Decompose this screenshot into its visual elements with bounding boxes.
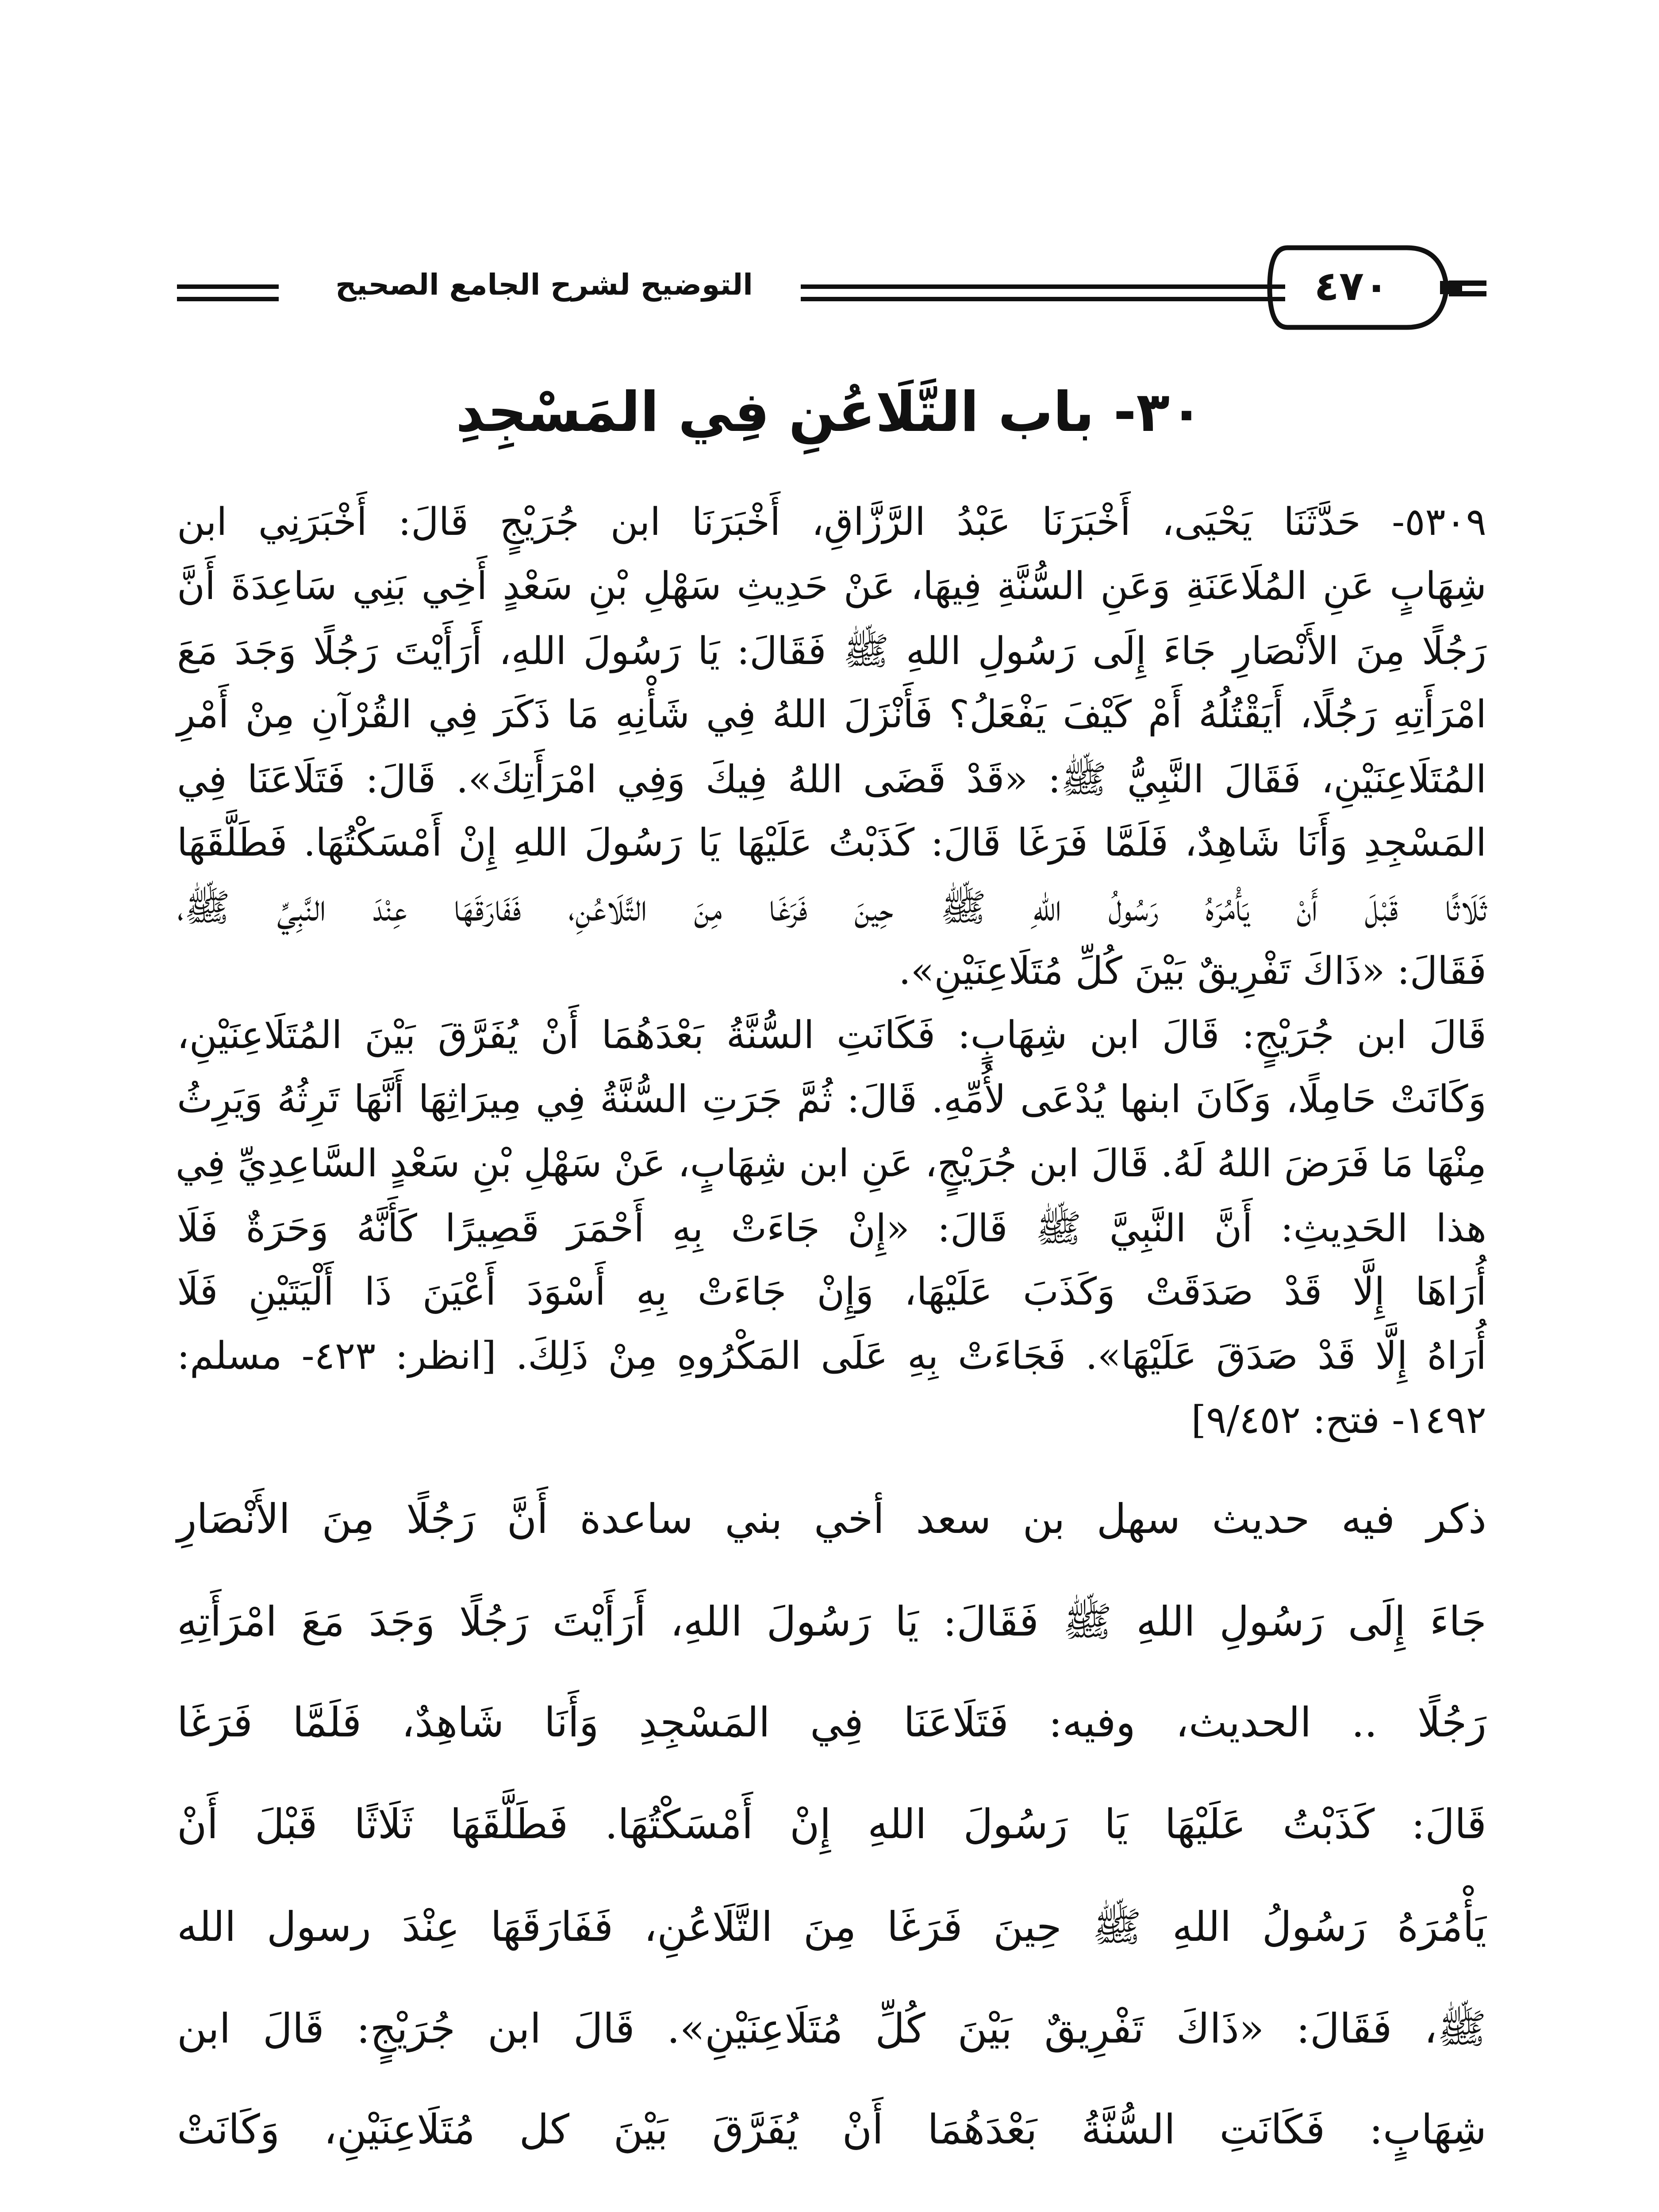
hadith-line: هذا الحَدِيثِ: أَنَّ النَّبِيَّ ﷺ قَالَ: «إِنْ جَاءَتْ بِهِ أَحْمَرَ قَصِيرًا كَأَنَّهُ وَحَرَةٌ فَلَا [177, 1206, 1486, 1251]
commentary-line: رَجُلًا .. الحديث، وفيه: فَتَلَاعَنَا فِي المَسْجِدِ وَأَنَا شَاهِدٌ، فَلَمَّا فَرَغَا [177, 1699, 1486, 1746]
commentary-line: شِهَابٍ: فَكَانَتِ السُّنَّةُ بَعْدَهُمَا أَنْ يُفَرَّقَ بَيْنَ كل مُتَلَاعِنَيْنِ، وَكَانَتْ [177, 2106, 1486, 2153]
hadith-line: رَجُلًا مِنَ الأَنْصَارِ جَاءَ إِلَى رَسُولِ اللهِ ﷺ فَقَالَ: يَا رَسُولَ اللهِ، أَرَأَيْتَ رَجُلًا وَجَدَ مَعَ [177, 629, 1486, 673]
hadith-line: ١٤٩٢- فتح: ٩/٤٥٢] [1191, 1398, 1486, 1442]
hadith-line: المُتَلَاعِنَيْنِ، فَقَالَ النَّبِيُّ ﷺ: «قَدْ قَضَى اللهُ فِيكَ وَفِي امْرَأَتِكَ». قَالَ: فَتَلَاعَنَا فِي [177, 757, 1486, 802]
running-header-title: التوضيح لشرح الجامع الصحيح [335, 268, 753, 302]
hadith-line: وَكَانَتْ حَامِلًا، وَكَانَ ابنها يُدْعَى لأُمِّهِ. قَالَ: ثُمَّ جَرَتِ السُّنَّةُ فِي مِيرَاثِهَا أَنَّهَا تَرِثُهُ وَيَرِثُ [177, 1077, 1486, 1121]
hadith-line: ثَلَاثًا قَبْلَ أَنْ يَأْمُرَهُ رَسُولُ اللهِ ﷺ حِينَ فَرَغَا مِنَ التَّلَاعُنِ، فَفَارَقَهَا عِنْدَ النَّبِيِّ ﷺ، [177, 886, 1486, 930]
page-number: ٤٧٠ [1314, 262, 1389, 310]
hadith-line: مِنْهَا مَا فَرَضَ اللهُ لَهُ. قَالَ ابن جُرَيْجٍ، عَنِ ابن شِهَابٍ، عَنْ سَهْلِ بْنِ سَعْدٍ السَّاعِدِيِّ فِي [175, 1141, 1486, 1186]
hadith-line: المَسْجِدِ وَأَنَا شَاهِدٌ، فَلَمَّا فَرَغَا قَالَ: كَذَبْتُ عَلَيْهَا يَا رَسُولَ اللهِ إِنْ أَمْسَكْتُهَا. فَطَلَّقَهَا [177, 821, 1486, 865]
hadith-line: شِهَابٍ عَنِ المُلَاعَنَةِ وَعَنِ السُّنَّةِ فِيهَا، عَنْ حَدِيثِ سَهْلِ بْنِ سَعْدٍ أَخِي بَنِي سَاعِدَةَ أَنَّ [177, 564, 1486, 608]
hadith-line: امْرَأَتِهِ رَجُلًا، أَيَقْتُلُهُ أَمْ كَيْفَ يَفْعَلُ؟ فَأَنْزَلَ اللهُ فِي شَأْنِهِ مَا ذَكَرَ فِي القُرْآنِ مِنْ أَمْرِ [177, 692, 1486, 737]
hadith-line: أُرَاهَا إِلَّا قَدْ صَدَقَتْ وَكَذَبَ عَلَيْهَا، وَإِنْ جَاءَتْ بِهِ أَسْوَدَ أَعْيَنَ ذَا أَلْيَتَيْنِ فَلَا [177, 1270, 1486, 1314]
commentary-line: جَاءَ إِلَى رَسُولِ اللهِ ﷺ فَقَالَ: يَا رَسُولَ اللهِ، أَرَأَيْتَ رَجُلًا وَجَدَ مَعَ امْرَأَتِهِ [177, 1598, 1486, 1645]
commentary-line: قَالَ: كَذَبْتُ عَلَيْهَا يَا رَسُولَ اللهِ إِنْ أَمْسَكْتُهَا. فَطَلَّقَهَا ثَلَاثًا قَبْلَ أَنْ [177, 1801, 1486, 1848]
chapter-heading: ٣٠- باب التَّلَاعُنِ فِي المَسْجِدِ [456, 380, 1203, 444]
hadith-line: ٥٣٠٩- حَدَّثَنَا يَحْيَى، أَخْبَرَنَا عَبْدُ الرَّزَّاقِ، أَخْبَرَنَا ابن جُرَيْجٍ قَالَ: أَخْبَرَنِي ابن [177, 500, 1486, 544]
hadith-line: قَالَ ابن جُرَيْجٍ: قَالَ ابن شِهَابٍ: فَكَانَتِ السُّنَّةُ بَعْدَهُمَا أَنْ يُفَرَّقَ بَيْنَ المُتَلَاعِنَيْنِ، [177, 1013, 1486, 1057]
hadith-line: أُرَاهُ إِلَّا قَدْ صَدَقَ عَلَيْهَا». فَجَاءَتْ بِهِ عَلَى المَكْرُوهِ مِنْ ذَلِكَ. [انظر: ٤٢٣- مسلم: [177, 1334, 1486, 1378]
commentary-line: ﷺ، فَقَالَ: «ذَاكَ تَفْرِيقٌ بَيْنَ كُلِّ مُتَلَاعِنَيْنِ». قَالَ ابن جُرَيْجٍ: قَالَ ابن [177, 2005, 1486, 2052]
commentary-line: ذكر فيه حديث سهل بن سعد أخي بني ساعدة أَنَّ رَجُلًا مِنَ الأَنْصَارِ [177, 1495, 1486, 1543]
hadith-line: فَقَالَ: «ذَاكَ تَفْرِيقٌ بَيْنَ كُلِّ مُتَلَاعِنَيْنِ». [899, 949, 1486, 993]
commentary-line: يَأْمُرَهُ رَسُولُ اللهِ ﷺ حِينَ فَرَغَا مِنَ التَّلَاعُنِ، فَفَارَقَهَا عِنْدَ رسول الله [177, 1903, 1486, 1951]
